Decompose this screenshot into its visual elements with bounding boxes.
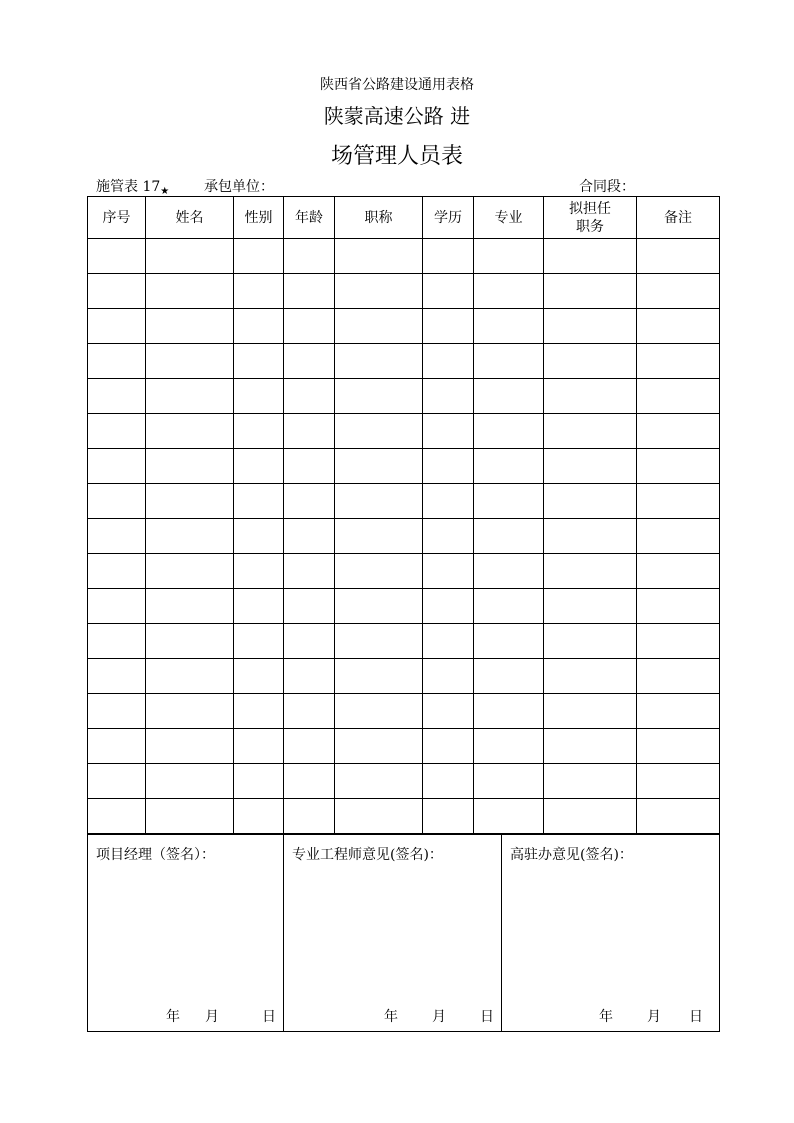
cell-gender[interactable]: [234, 764, 284, 799]
cell-title[interactable]: [335, 414, 423, 449]
col-header-proposed-line1: 拟担任: [569, 200, 611, 217]
cell-title[interactable]: [335, 484, 423, 519]
cell-name[interactable]: [146, 764, 234, 799]
cell-gender[interactable]: [234, 414, 284, 449]
project-manager-box: [88, 835, 284, 1032]
date-day: 日: [262, 1009, 276, 1025]
cell-remarks[interactable]: [637, 344, 720, 379]
cell-gender[interactable]: [234, 659, 284, 694]
cell-education[interactable]: [423, 344, 474, 379]
cell-age[interactable]: [284, 729, 335, 764]
cell-title[interactable]: [335, 309, 423, 344]
cell-proposed-position[interactable]: [544, 484, 637, 519]
project-manager-label: 项目经理（签名）：: [96, 847, 215, 863]
col-header-education: 学历: [423, 197, 474, 239]
cell-name[interactable]: [146, 309, 234, 344]
cell-proposed-position[interactable]: [544, 799, 637, 834]
cell-age[interactable]: [284, 799, 335, 834]
cell-title[interactable]: [335, 519, 423, 554]
cell-name[interactable]: [146, 379, 234, 414]
cell-gender[interactable]: [234, 519, 284, 554]
cell-age[interactable]: [284, 274, 335, 309]
cell-age[interactable]: [284, 449, 335, 484]
cell-name[interactable]: [146, 694, 234, 729]
cell-title[interactable]: [335, 554, 423, 589]
cell-age[interactable]: [284, 239, 335, 274]
cell-gender[interactable]: [234, 379, 284, 414]
cell-index[interactable]: [88, 764, 146, 799]
cell-age[interactable]: [284, 764, 335, 799]
col-header-name: 姓名: [146, 197, 234, 239]
cell-major[interactable]: [474, 624, 544, 659]
cell-remarks[interactable]: [637, 589, 720, 624]
cell-name[interactable]: [146, 519, 234, 554]
engineer-opinion-label: 专业工程师意见(签名)：: [292, 847, 443, 863]
table-row: [88, 449, 720, 484]
cell-major[interactable]: [474, 309, 544, 344]
cell-proposed-position[interactable]: [544, 624, 637, 659]
table-header-row: [88, 197, 720, 239]
table-row: [88, 729, 720, 764]
cell-index[interactable]: [88, 659, 146, 694]
cell-remarks[interactable]: [637, 659, 720, 694]
contractor-label: 承包单位：: [204, 179, 274, 195]
cell-remarks[interactable]: [637, 554, 720, 589]
cell-major[interactable]: [474, 239, 544, 274]
cell-remarks[interactable]: [637, 519, 720, 554]
cell-remarks[interactable]: [637, 239, 720, 274]
cell-gender[interactable]: [234, 624, 284, 659]
col-header-gender: 性别: [234, 197, 284, 239]
cell-title[interactable]: [335, 729, 423, 764]
cell-remarks[interactable]: [637, 729, 720, 764]
form-title-line-1: 陕蒙高速公路 进: [323, 104, 471, 128]
cell-index[interactable]: [88, 694, 146, 729]
cell-proposed-position[interactable]: [544, 659, 637, 694]
table-row: [88, 519, 720, 554]
cell-gender[interactable]: [234, 309, 284, 344]
cell-proposed-position[interactable]: [544, 344, 637, 379]
cell-major[interactable]: [474, 484, 544, 519]
col-header-major: 专业: [474, 197, 544, 239]
col-header-proposed-line2: 职务: [576, 218, 604, 235]
table-row: [88, 694, 720, 729]
cell-index[interactable]: [88, 309, 146, 344]
cell-age[interactable]: [284, 589, 335, 624]
cell-title[interactable]: [335, 694, 423, 729]
cell-remarks[interactable]: [637, 449, 720, 484]
cell-title[interactable]: [335, 624, 423, 659]
cell-age[interactable]: [284, 414, 335, 449]
cell-proposed-position[interactable]: [544, 379, 637, 414]
cell-education[interactable]: [423, 484, 474, 519]
cell-education[interactable]: [423, 309, 474, 344]
cell-name[interactable]: [146, 239, 234, 274]
cell-education[interactable]: [423, 764, 474, 799]
cell-major[interactable]: [474, 729, 544, 764]
cell-major[interactable]: [474, 799, 544, 834]
cell-proposed-position[interactable]: [544, 589, 637, 624]
cell-gender[interactable]: [234, 484, 284, 519]
table-row: [88, 274, 720, 309]
cell-proposed-position[interactable]: [544, 414, 637, 449]
cell-proposed-position[interactable]: [544, 694, 637, 729]
date-month: 月: [432, 1009, 446, 1025]
table-row: [88, 764, 720, 799]
table-row: [88, 624, 720, 659]
table-row: [88, 554, 720, 589]
cell-remarks[interactable]: [637, 764, 720, 799]
table-row: [88, 414, 720, 449]
date-month: 月: [647, 1009, 661, 1025]
cell-gender[interactable]: [234, 449, 284, 484]
cell-age[interactable]: [284, 344, 335, 379]
cell-name[interactable]: [146, 414, 234, 449]
cell-age[interactable]: [284, 519, 335, 554]
cell-title[interactable]: [335, 449, 423, 484]
cell-age[interactable]: [284, 624, 335, 659]
cell-education[interactable]: [423, 694, 474, 729]
cell-proposed-position[interactable]: [544, 239, 637, 274]
table-body: [88, 239, 720, 834]
personnel-table: [87, 196, 720, 834]
cell-age[interactable]: [284, 484, 335, 519]
col-header-age: 年龄: [284, 197, 335, 239]
cell-name[interactable]: [146, 799, 234, 834]
table-row: [88, 309, 720, 344]
cell-education[interactable]: [423, 659, 474, 694]
cell-major[interactable]: [474, 694, 544, 729]
cell-index[interactable]: [88, 624, 146, 659]
cell-major[interactable]: [474, 589, 544, 624]
cell-gender[interactable]: [234, 589, 284, 624]
cell-title[interactable]: [335, 379, 423, 414]
date-day: 日: [480, 1009, 494, 1025]
cell-title[interactable]: [335, 764, 423, 799]
cell-age[interactable]: [284, 379, 335, 414]
cell-gender[interactable]: [234, 554, 284, 589]
cell-gender[interactable]: [234, 694, 284, 729]
cell-education[interactable]: [423, 379, 474, 414]
cell-education[interactable]: [423, 624, 474, 659]
cell-name[interactable]: [146, 484, 234, 519]
cell-major[interactable]: [474, 519, 544, 554]
contract-section-label: 合同段：: [579, 179, 635, 195]
col-header-title: 职称: [335, 197, 423, 239]
cell-index[interactable]: [88, 274, 146, 309]
cell-title[interactable]: [335, 589, 423, 624]
form-code-text: 施管表 17: [96, 179, 161, 195]
cell-gender[interactable]: [234, 344, 284, 379]
table-row: [88, 659, 720, 694]
resident-office-label: 高驻办意见(签名)：: [510, 847, 633, 863]
cell-name[interactable]: [146, 729, 234, 764]
cell-age[interactable]: [284, 309, 335, 344]
cell-name[interactable]: [146, 274, 234, 309]
cell-title[interactable]: [335, 659, 423, 694]
cell-index[interactable]: [88, 379, 146, 414]
table-row: [88, 379, 720, 414]
cell-gender[interactable]: [234, 799, 284, 834]
cell-education[interactable]: [423, 554, 474, 589]
cell-age[interactable]: [284, 554, 335, 589]
date-month: 月: [205, 1009, 219, 1025]
cell-major[interactable]: [474, 344, 544, 379]
cell-gender[interactable]: [234, 274, 284, 309]
table-row: [88, 344, 720, 379]
cell-name[interactable]: [146, 624, 234, 659]
cell-major[interactable]: [474, 449, 544, 484]
cell-index[interactable]: [88, 484, 146, 519]
date-year: 年: [599, 1009, 613, 1025]
cell-proposed-position[interactable]: [544, 274, 637, 309]
cell-age[interactable]: [284, 694, 335, 729]
cell-education[interactable]: [423, 729, 474, 764]
cell-major[interactable]: [474, 414, 544, 449]
cell-remarks[interactable]: [637, 414, 720, 449]
cell-proposed-position[interactable]: [544, 309, 637, 344]
col-header-proposed-position: [544, 197, 637, 239]
cell-major[interactable]: [474, 764, 544, 799]
cell-education[interactable]: [423, 414, 474, 449]
cell-education[interactable]: [423, 274, 474, 309]
cell-title[interactable]: [335, 344, 423, 379]
cell-index[interactable]: [88, 519, 146, 554]
col-header-remarks: 备注: [637, 197, 720, 239]
cell-remarks[interactable]: [637, 799, 720, 834]
col-header-index: 序号: [88, 197, 146, 239]
cell-age[interactable]: [284, 659, 335, 694]
date-year: 年: [166, 1009, 180, 1025]
cell-proposed-position[interactable]: [544, 449, 637, 484]
cell-proposed-position[interactable]: [544, 519, 637, 554]
star-icon: ★: [160, 186, 170, 197]
table-row: [88, 484, 720, 519]
cell-education[interactable]: [423, 239, 474, 274]
cell-index[interactable]: [88, 414, 146, 449]
cell-remarks[interactable]: [637, 484, 720, 519]
cell-gender[interactable]: [234, 239, 284, 274]
form-series-title: 陕西省公路建设通用表格: [320, 77, 474, 93]
cell-name[interactable]: [146, 589, 234, 624]
cell-remarks[interactable]: [637, 379, 720, 414]
form-code: [96, 176, 169, 197]
cell-education[interactable]: [423, 589, 474, 624]
cell-proposed-position[interactable]: [544, 729, 637, 764]
cell-index[interactable]: [88, 449, 146, 484]
form-title-line-2: 场管理人员表: [330, 144, 463, 169]
cell-remarks[interactable]: [637, 309, 720, 344]
cell-index[interactable]: [88, 554, 146, 589]
cell-education[interactable]: [423, 799, 474, 834]
cell-name[interactable]: [146, 554, 234, 589]
engineer-opinion-box: [284, 835, 502, 1032]
table-row: [88, 239, 720, 274]
cell-index[interactable]: [88, 239, 146, 274]
cell-title[interactable]: [335, 799, 423, 834]
cell-title[interactable]: [335, 239, 423, 274]
cell-proposed-position[interactable]: [544, 764, 637, 799]
cell-remarks[interactable]: [637, 624, 720, 659]
cell-education[interactable]: [423, 519, 474, 554]
cell-major[interactable]: [474, 274, 544, 309]
cell-title[interactable]: [335, 274, 423, 309]
cell-name[interactable]: [146, 449, 234, 484]
cell-education[interactable]: [423, 449, 474, 484]
date-day: 日: [689, 1009, 703, 1025]
cell-index[interactable]: [88, 799, 146, 834]
cell-remarks[interactable]: [637, 274, 720, 309]
cell-proposed-position[interactable]: [544, 554, 637, 589]
cell-gender[interactable]: [234, 729, 284, 764]
cell-name[interactable]: [146, 659, 234, 694]
resident-office-box: [502, 835, 720, 1032]
cell-index[interactable]: [88, 344, 146, 379]
table-row: [88, 589, 720, 624]
signature-section: [87, 834, 720, 1032]
date-year: 年: [384, 1009, 398, 1025]
cell-index[interactable]: [88, 589, 146, 624]
table-row: [88, 799, 720, 834]
cell-remarks[interactable]: [637, 694, 720, 729]
cell-index[interactable]: [88, 729, 146, 764]
cell-major[interactable]: [474, 379, 544, 414]
cell-name[interactable]: [146, 344, 234, 379]
cell-major[interactable]: [474, 554, 544, 589]
cell-major[interactable]: [474, 659, 544, 694]
